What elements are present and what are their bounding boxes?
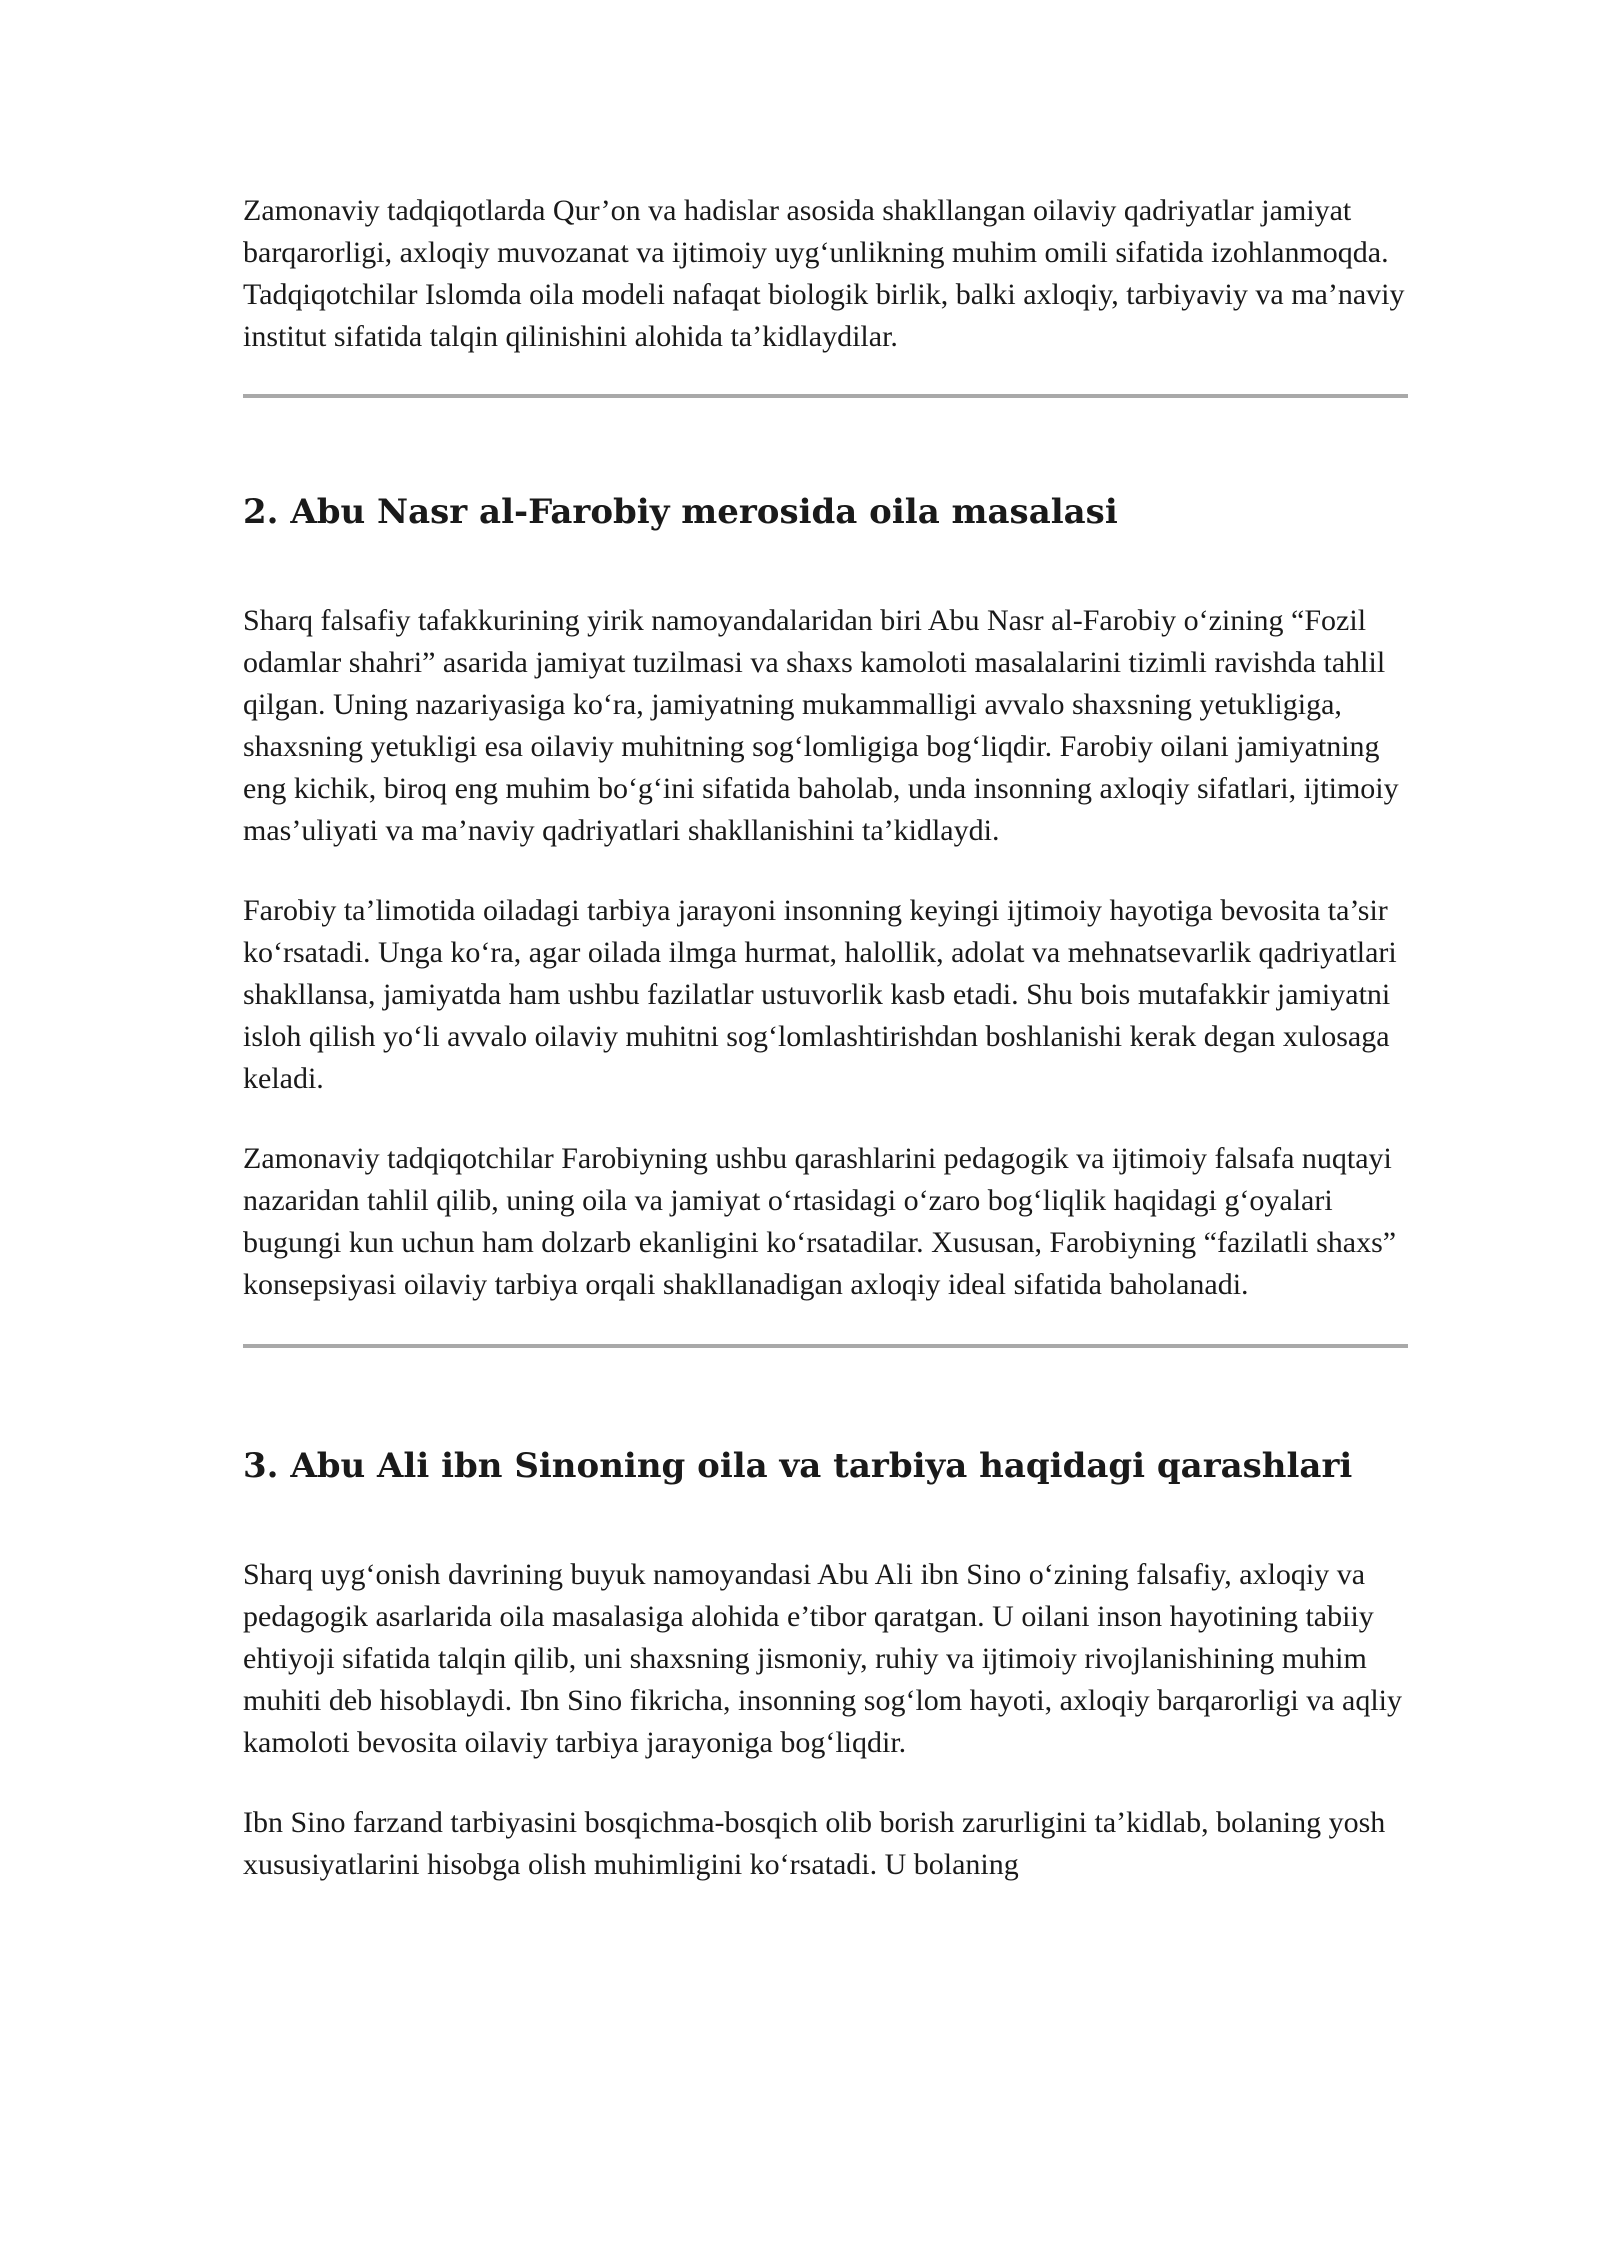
body-paragraph: Farobiy ta’limotida oiladagi tarbiya jarayoni insonning keyingi ijtimoiy hayotiga bevosita ta’sir ko‘rsatadi. Unga ko‘ra, agar oilada ilmga hurmat, halollik, adolat va mehnatsevarlik qadriyatlari shakllansa, jamiyatda ham ushbu fazilatlar ustuvorlik kasb etadi. Shu bois mutafakkir jamiyatni isloh qilish yo‘li avvalo oilaviy muhitni sog‘lomlashtirishdan boshlanishi kerak degan xulosaga keladi.	[243, 894, 1397, 1095]
body-paragraph: Sharq uyg‘onish davrining buyuk namoyandasi Abu Ali ibn Sino o‘zining falsafiy, axloqiy va pedagogik asarlarida oila masalasiga alohida e’tibor qaratgan. U oilani inson hayotining tabiiy ehtiyoji sifatida talqin qilib, uni shaxsning jismoniy, ruhiy va ijtimoiy rivojlanishining muhim muhiti deb hisoblaydi. Ibn Sino fikricha, insonning sog‘lom hayoti, axloqiy barqarorligi va aqliy kamoloti bevosita oilaviy tarbiya jarayoniga bog‘liqdir.	[243, 1558, 1402, 1759]
section-body-ibn-sino	[243, 1554, 1408, 1886]
section-heading-ibn-sino: 3. Abu Ali ibn Sinoning oila va tarbiya haqidagi qarashlari	[243, 1446, 1353, 1486]
section-heading-farobiy: 2. Abu Nasr al-Farobiy merosida oila masalasi	[243, 492, 1118, 532]
section-divider	[243, 394, 1408, 398]
section-divider	[243, 1344, 1408, 1348]
body-paragraph: Sharq falsafiy tafakkurining yirik namoyandalaridan biri Abu Nasr al-Farobiy o‘zining “Fozil odamlar shahri” asarida jamiyat tuzilmasi va shaxs kamoloti masalalarini tizimli ravishda tahlil qilgan. Uning nazariyasiga ko‘ra, jamiyatning mukammalligi avvalo shaxsning yetukligiga, shaxsning yetukligi esa oilaviy muhitning sog‘lomligiga bog‘liqdir. Farobiy oilani jamiyatning eng kichik, biroq eng muhim bo‘g‘ini sifatida baholab, unda insonning axloqiy sifatlari, ijtimoiy mas’uliyati va ma’naviy qadriyatlari shakllanishini ta’kidlaydi.	[243, 604, 1399, 847]
section-body-farobiy	[243, 600, 1408, 1306]
body-paragraph: Ibn Sino farzand tarbiyasini bosqichma-bosqich olib borish zarurligini ta’kidlab, bolaning yosh xususiyatlarini hisobga olish muhimligini ko‘rsatadi. U bolaning	[243, 1806, 1386, 1881]
document-body	[243, 190, 1408, 1886]
intro-paragraph: Zamonaviy tadqiqotlarda Qur’on va hadislar asosida shakllangan oilaviy qadriyatlar jamiyat barqarorligi, axloqiy muvozanat va ijtimoiy uyg‘unlikning muhim omili sifatida izohlanmoqda. Tadqiqotchilar Islomda oila modeli nafaqat biologik birlik, balki axloqiy, tarbiyaviy va ma’naviy institut sifatida talqin qilinishini alohida ta’kidlaydilar.	[243, 194, 1405, 353]
body-paragraph: Zamonaviy tadqiqotchilar Farobiyning ushbu qarashlarini pedagogik va ijtimoiy falsafa nuqtayi nazaridan tahlil qilib, uning oila va jamiyat o‘rtasidagi o‘zaro bog‘liqlik haqidagi g‘oyalari bugungi kun uchun ham dolzarb ekanligini ko‘rsatadilar. Xususan, Farobiyning “fazilatli shaxs” konsepsiyasi oilaviy tarbiya orqali shakllanadigan axloqiy ideal sifatida baholanadi.	[243, 1142, 1397, 1301]
